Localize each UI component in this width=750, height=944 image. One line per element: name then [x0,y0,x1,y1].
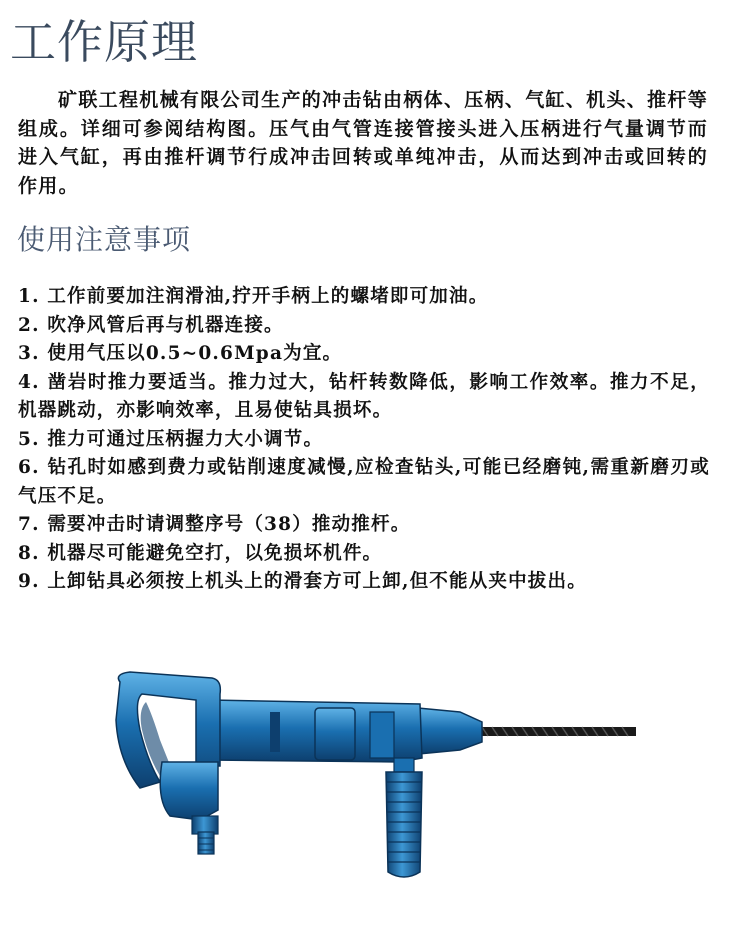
drill-valve-block [160,762,218,820]
list-item: 4. 凿岩时推力要适当。推力过大，钻杆转数降低，影响工作效率。推力不足，机器跳动，亦影响效率，且易使钻具损坏。 [18,371,710,421]
list-item: 2. 吹净风管后再与机器连接。 [18,314,284,336]
drill-chuck [418,708,482,754]
section-title-working-principle: 工作原理 [10,15,198,69]
list-item: 3. 使用气压以0.5~0.6Mpa为宜。 [18,343,343,364]
list-item: 9. 上卸钻具必须按上机头上的滑套方可上卸,但不能从夹中拔出。 [18,571,587,592]
drill-support-grip [386,758,422,877]
list-item: 5. 推力可通过压柄握力大小调节。 [18,428,324,450]
list-item: 1. 工作前要加注润滑油,拧开手柄上的螺堵即可加油。 [18,286,489,307]
list-item: 6. 钻孔时如感到费力或钻削速度减慢,应检查钻头,可能已经磨钝,需重新磨刃或气压不足。 [18,457,710,507]
usage-notes-list [18,283,710,597]
drill-bit [478,727,636,736]
list-item: 8. 机器尽可能避免空打，以免损坏机件。 [18,542,383,564]
working-principle-text: 矿联工程机械有限公司生产的冲击钻由柄体、压柄、气缸、机头、推杆等组成。详细可参阅结构图。压气由气管连接管接头进入压柄进行气量调节而进入气缸，再由推杆调节行成冲击回转或单纯冲击，从而达到冲击或回转的作用。 [18,89,708,197]
pneumatic-drill-image [100,670,645,890]
section-title-usage-notes: 使用注意事项 [17,223,192,256]
list-item: 7. 需要冲击时请调整序号（38）推动推杆。 [18,514,411,535]
